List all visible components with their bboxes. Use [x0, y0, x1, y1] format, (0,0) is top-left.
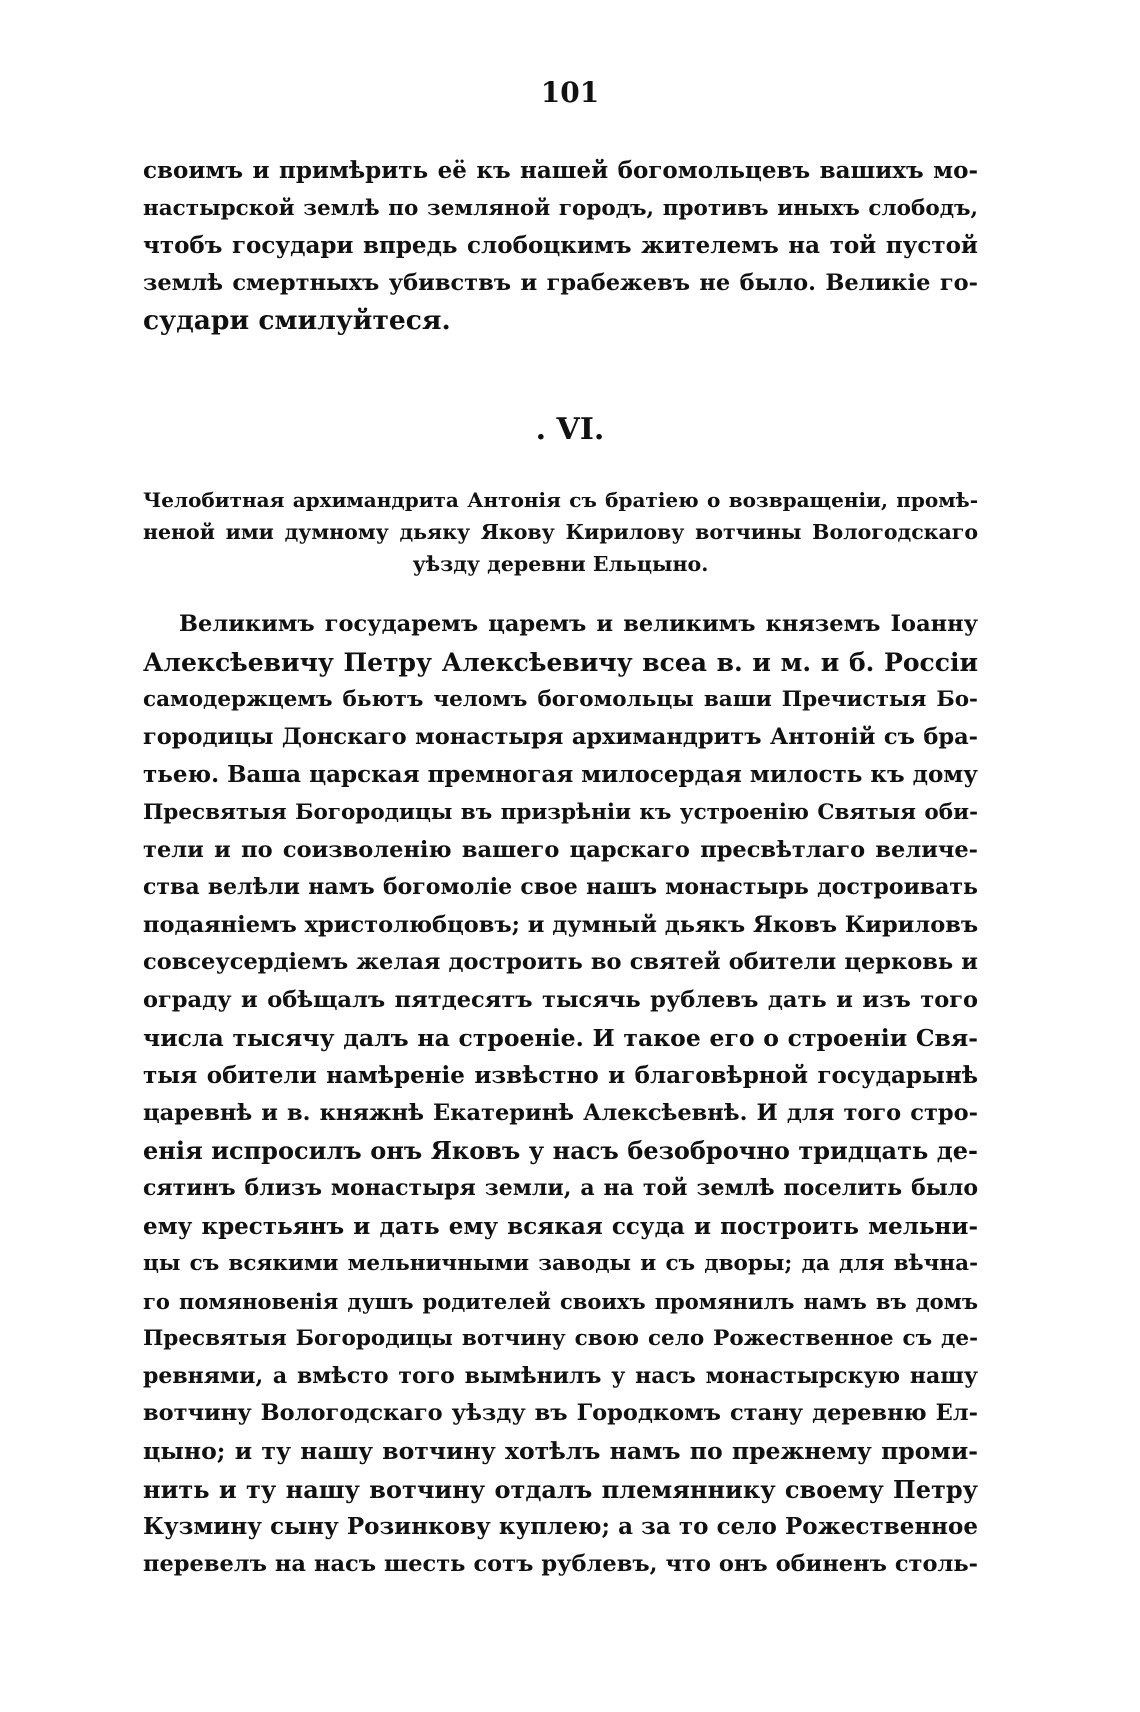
text-line: городицы Донскаго монастыря архимандритъ Антоній съ бра-: [143, 723, 978, 750]
continuation-paragraph: [143, 152, 978, 340]
text-line: ства велѣли намъ богомоліе свое нашъ монастырь достроивать: [143, 874, 978, 901]
text-line: ограду и обѣщалъ пятдесятъ тысячь рублевъ дать и изъ того: [143, 986, 978, 1013]
text-line: чтобъ государи впредь слобоцкимъ жителемъ на той пустой: [143, 232, 978, 259]
text-line: сятинъ близъ монастыря земли, а на той землѣ поселить было: [143, 1174, 978, 1201]
text-line: цы съ всякими мельничными заводы и съ дворы; да для вѣчна-: [143, 1251, 978, 1277]
text-line: тьею. Ваша царская премногая милосердая милость къ дому: [143, 761, 978, 789]
page-number: 101: [540, 76, 600, 109]
text-line: подаяніемъ христолюбцовъ; и думный дьякъ Яковъ Кириловъ: [143, 911, 979, 938]
text-line: числа тысячу далъ на строеніе. И такое его о строеніи Свя-: [143, 1023, 978, 1052]
text-line: самодержцемъ бьютъ челомъ богомольцы ваши Пречистыя Бо-: [143, 687, 978, 713]
heading-line: Челобитная архимандрита Антонія съ братіею о возвращеніи, промѣ-: [143, 488, 978, 512]
heading-line: уѣзду деревни Ельцыно.: [412, 552, 709, 576]
text-line: царевнѣ и в. княжнѣ Екатеринѣ Алексѣевнѣ. И для того стро-: [143, 1099, 978, 1126]
text-line: землѣ смертныхъ убивствъ и грабежевъ не было. Великіе го-: [143, 269, 978, 296]
text-line: судари смилуйтеся.: [143, 305, 451, 336]
text-line: енія испросилъ онъ Яковъ у насъ безоброчно тридцать де-: [143, 1136, 978, 1166]
text-line: ревнями, а вмѣсто того вымѣнилъ у насъ монастырскую нашу: [143, 1362, 978, 1389]
text-line: Кузмину сыну Розинкову куплею; а за то село Рожественное: [143, 1513, 978, 1541]
text-line: своимъ и примѣрить её къ нашей богомольцевъ вашихъ мо-: [143, 157, 978, 184]
text-line: Пресвятыя Богородицы вотчину свою село Рожественное съ де-: [143, 1326, 978, 1352]
text-line: ему крестьянъ и дать ему всякая ссуда и построить мельни-: [143, 1212, 978, 1240]
section-heading: [143, 484, 978, 580]
text-line: перевелъ на насъ шесть сотъ рублевъ, что онъ обиненъ столь-: [143, 1550, 978, 1577]
text-line: Алексѣевичу Петру Алексѣевичу всеа в. и м. и б. Россіи: [143, 647, 978, 677]
text-line: Пресвятыя Богородицы въ призрѣніи къ устроенію Святыя оби-: [143, 799, 978, 825]
section-number: . VI.: [535, 412, 605, 447]
text-line: тели и по соизволенію вашего царскаго пресвѣтлаго величе-: [143, 836, 978, 863]
body-paragraph: [143, 606, 978, 1583]
text-line: тыя обители намѣреніе извѣстно и благовѣрной государынѣ: [143, 1062, 978, 1090]
text-line: Великимъ государемъ царемъ и великимъ княземъ Іоанну: [179, 611, 978, 637]
text-line: вотчину Вологодскаго уѣзду въ Городкомъ стану деревню Ел-: [143, 1400, 978, 1427]
text-line: настырской землѣ по земляной городъ, противъ иныхъ слободъ,: [143, 195, 978, 221]
text-line: совсеусердіемъ желая достроить во святей обители церковь и: [143, 949, 978, 976]
text-line: нить и ту нашу вотчину отдалъ племяннику своему Петру: [143, 1474, 978, 1504]
heading-line: неной ими думному дьяку Якову Кирилову вотчины Вологодскаго: [143, 520, 978, 544]
text-line: цыно; и ту нашу вотчину хотѣлъ намъ по прежнему проми-: [143, 1437, 978, 1466]
text-line: го помяновенія душъ родителей своихъ промянилъ намъ въ домъ: [143, 1288, 978, 1314]
